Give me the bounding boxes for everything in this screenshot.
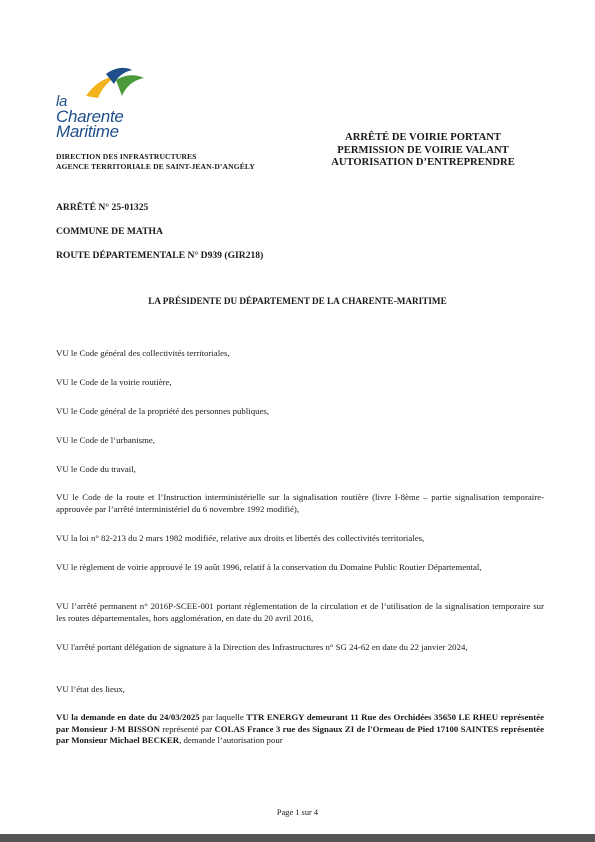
- demande-text: VU la demande en date du: [56, 712, 160, 722]
- title-line-2: PERMISSION DE VOIRIE VALANT: [337, 144, 509, 156]
- agency-line: AGENCE TERRITORIALE DE SAINT-JEAN-D’ANGÉLY: [56, 162, 255, 171]
- vu-paragraph: VU l’arrêté permanent n° 2016P-SCEE-001 portant réglementation de la circulation et de l’utilisation de la signalisation temporaire sur les routes départementales, hors agglomération, en date du 20 avril 2016,: [56, 601, 544, 623]
- vu-paragraph: VU le règlement de voirie approuvé le 19 août 1996, relatif à la conservation du Domaine Public Routier Départemental,: [56, 562, 482, 572]
- vu-paragraph: VU l’état des lieux,: [56, 684, 125, 694]
- demande-text: représenté par: [160, 723, 215, 734]
- logo-wordmark: [56, 94, 124, 139]
- department-logo: [56, 66, 152, 150]
- vu-paragraph: VU la loi n° 82-213 du 2 mars 1982 modifiée, relative aux droits et libertés des collectivités territoriales,: [56, 533, 425, 543]
- title-line-1: ARRÊTÉ DE VOIRIE PORTANT: [345, 132, 501, 143]
- title-line-3: AUTORISATION D’ENTREPRENDRE: [331, 157, 515, 168]
- vu-demande-paragraph: [56, 712, 544, 747]
- vu-paragraph: VU l'arrêté portant délégation de signature à la Direction des Infrastructures n° SG 24-62 en date du 22 janvier 2024,: [56, 642, 468, 652]
- commune-name: COMMUNE DE MATHA: [56, 226, 163, 237]
- page-number: Page 1 sur 4: [276, 808, 319, 817]
- vu-paragraph: VU le Code de l’urbanisme,: [56, 435, 155, 445]
- vu-paragraph: VU le Code général des collectivités territoriales,: [56, 348, 230, 358]
- demande-text: par laquelle: [199, 712, 247, 722]
- demandeur-name: TTR ENERGY demeurant 11 Rue des Orchidées 35650 LE RHEU représentée par Monsieur J-M BISSON: [56, 712, 544, 734]
- president-heading: LA PRÉSIDENTE DU DÉPARTEMENT DE LA CHARENTE-MARITIME: [148, 296, 447, 306]
- logo-line-maritime: Maritime: [56, 122, 119, 141]
- vu-paragraph: VU le Code du travail,: [56, 464, 136, 474]
- demande-date: 24/03/2025: [159, 712, 200, 722]
- direction-line: DIRECTION DES INFRASTRUCTURES: [56, 152, 197, 161]
- contractor-name: COLAS France 3 rue des Signaux ZI de l'Ormeau de Pied 17100 SAINTES représentée par Monsieur Michael BECKER: [56, 723, 544, 745]
- arrete-number: ARRÊTÉ N° 25-01325: [56, 202, 149, 213]
- vu-paragraph: VU le Code général de la propriété des personnes publiques,: [56, 406, 270, 416]
- demande-text: , demande l’autorisation pour: [179, 735, 283, 745]
- vu-paragraph: VU le Code de la route et l’Instruction interministérielle sur la signalisation routière (livre I-8ème – partie signalisation temporaire- approuvée par l’arrêté interministériel du 6 novembre 1992 modifié),: [56, 492, 544, 514]
- logo-line-la: la: [56, 93, 68, 110]
- route-name: ROUTE DÉPARTEMENTALE N° D939 (GIR218): [56, 250, 264, 261]
- scan-edge: [0, 834, 595, 842]
- vu-paragraph: VU le Code de la voirie routière,: [56, 377, 172, 387]
- logo-line-charente: Charente: [56, 107, 124, 126]
- document-title: [312, 132, 534, 170]
- direction-block: [56, 152, 255, 172]
